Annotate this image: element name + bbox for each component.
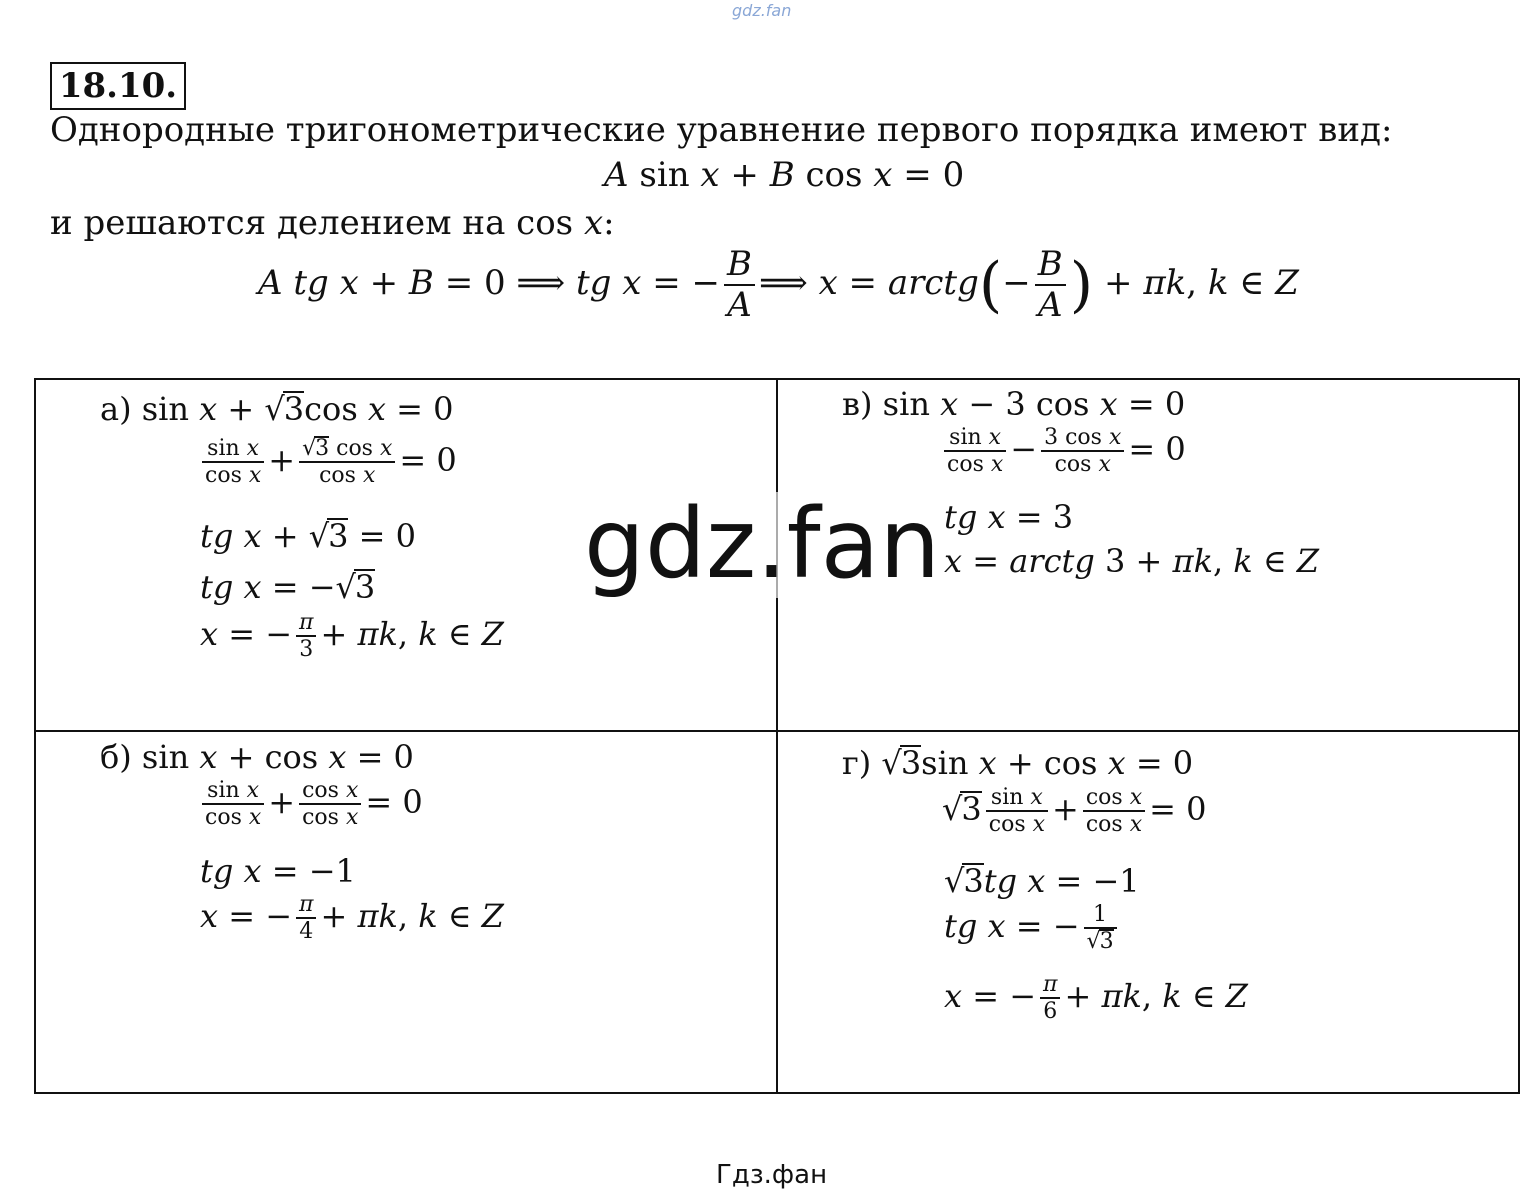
cell-g-line-2: √3 $\frac{\text{sin x}}{\text{cos x}}$ + $\frac{\text{cos x}}{\text{cos x}}$ = 0 bbox=[942, 785, 1207, 838]
cell-v-line-1: в) sin x − 3 cos x = 0 bbox=[842, 385, 1186, 423]
cell-a-line-2: $\frac{\text{sin x}}{\text{cos x}}$ + $\frac{\text{√3 cos x}}{\text{cos x}}$ = 0 bbox=[198, 436, 457, 489]
cell-a-line-5: x = − $\frac{\pi}{3}$ + πk, k ∈ Z bbox=[200, 610, 504, 663]
cell-b-line-3: tg x = −1 bbox=[200, 852, 356, 890]
cell-g-line-4: tg x = − $\frac{1}{√3}$ bbox=[944, 902, 1121, 955]
problem-number: 18.10. bbox=[50, 62, 186, 110]
cell-b-line-2: $\frac{\text{sin x}}{\text{cos x}}$ + $\frac{\text{cos x}}{\text{cos x}}$ = 0 bbox=[198, 778, 423, 831]
cell-a-line-1: а) sin x + √3cos x = 0 bbox=[100, 390, 454, 428]
solution-equation: A tg x + B = 0 ⟹ tg x = − $\frac{B}{A}$ ⟹ x = arctg(− $\frac{B}{A}$ ) + πk, k ∈ Z bbox=[258, 244, 1299, 326]
cell-a-line-3: tg x + √3 = 0 bbox=[200, 517, 416, 555]
footer-text: Гдз.фан bbox=[716, 1160, 828, 1190]
cell-b-label: б) bbox=[100, 738, 132, 776]
cell-g-line-1: г) √3sin x + cos x = 0 bbox=[842, 744, 1194, 782]
cell-b-line-1: б) sin x + cos x = 0 bbox=[100, 738, 414, 776]
cell-v-label: в) bbox=[842, 385, 873, 423]
table-vertical-divider bbox=[776, 378, 778, 1094]
cell-a-line-4: tg x = −√3 bbox=[200, 568, 376, 606]
table-horizontal-divider bbox=[34, 730, 1520, 732]
cell-g-line-5: x = − $\frac{\pi}{6}$ + πk, k ∈ Z bbox=[944, 972, 1248, 1025]
cell-a-label: а) bbox=[100, 390, 132, 428]
cell-g-label: г) bbox=[842, 744, 872, 782]
watermark-top: gdz.fan bbox=[732, 1, 792, 20]
cell-g-line-3: √3tg x = −1 bbox=[944, 862, 1140, 900]
cell-v-line-2: $\frac{\text{sin x}}{\text{cos x}}$ − $\frac{\text{3 cos x}}{\text{cos x}}$ = 0 bbox=[940, 425, 1186, 478]
watermark-center: gdz.fan bbox=[580, 492, 944, 598]
cell-v-line-4: x = arctg 3 + πk, k ∈ Z bbox=[944, 542, 1319, 580]
cell-b-line-4: x = − $\frac{\pi}{4}$ + πk, k ∈ Z bbox=[200, 892, 504, 945]
intro-text-2: и решаются делением на cos x: bbox=[50, 203, 615, 243]
general-equation: A sin x + B cos x = 0 bbox=[604, 155, 965, 195]
cell-v-line-3: tg x = 3 bbox=[944, 498, 1074, 536]
intro-text: Однородные тригонометрические уравнение первого порядка имеют вид: bbox=[50, 110, 1393, 150]
